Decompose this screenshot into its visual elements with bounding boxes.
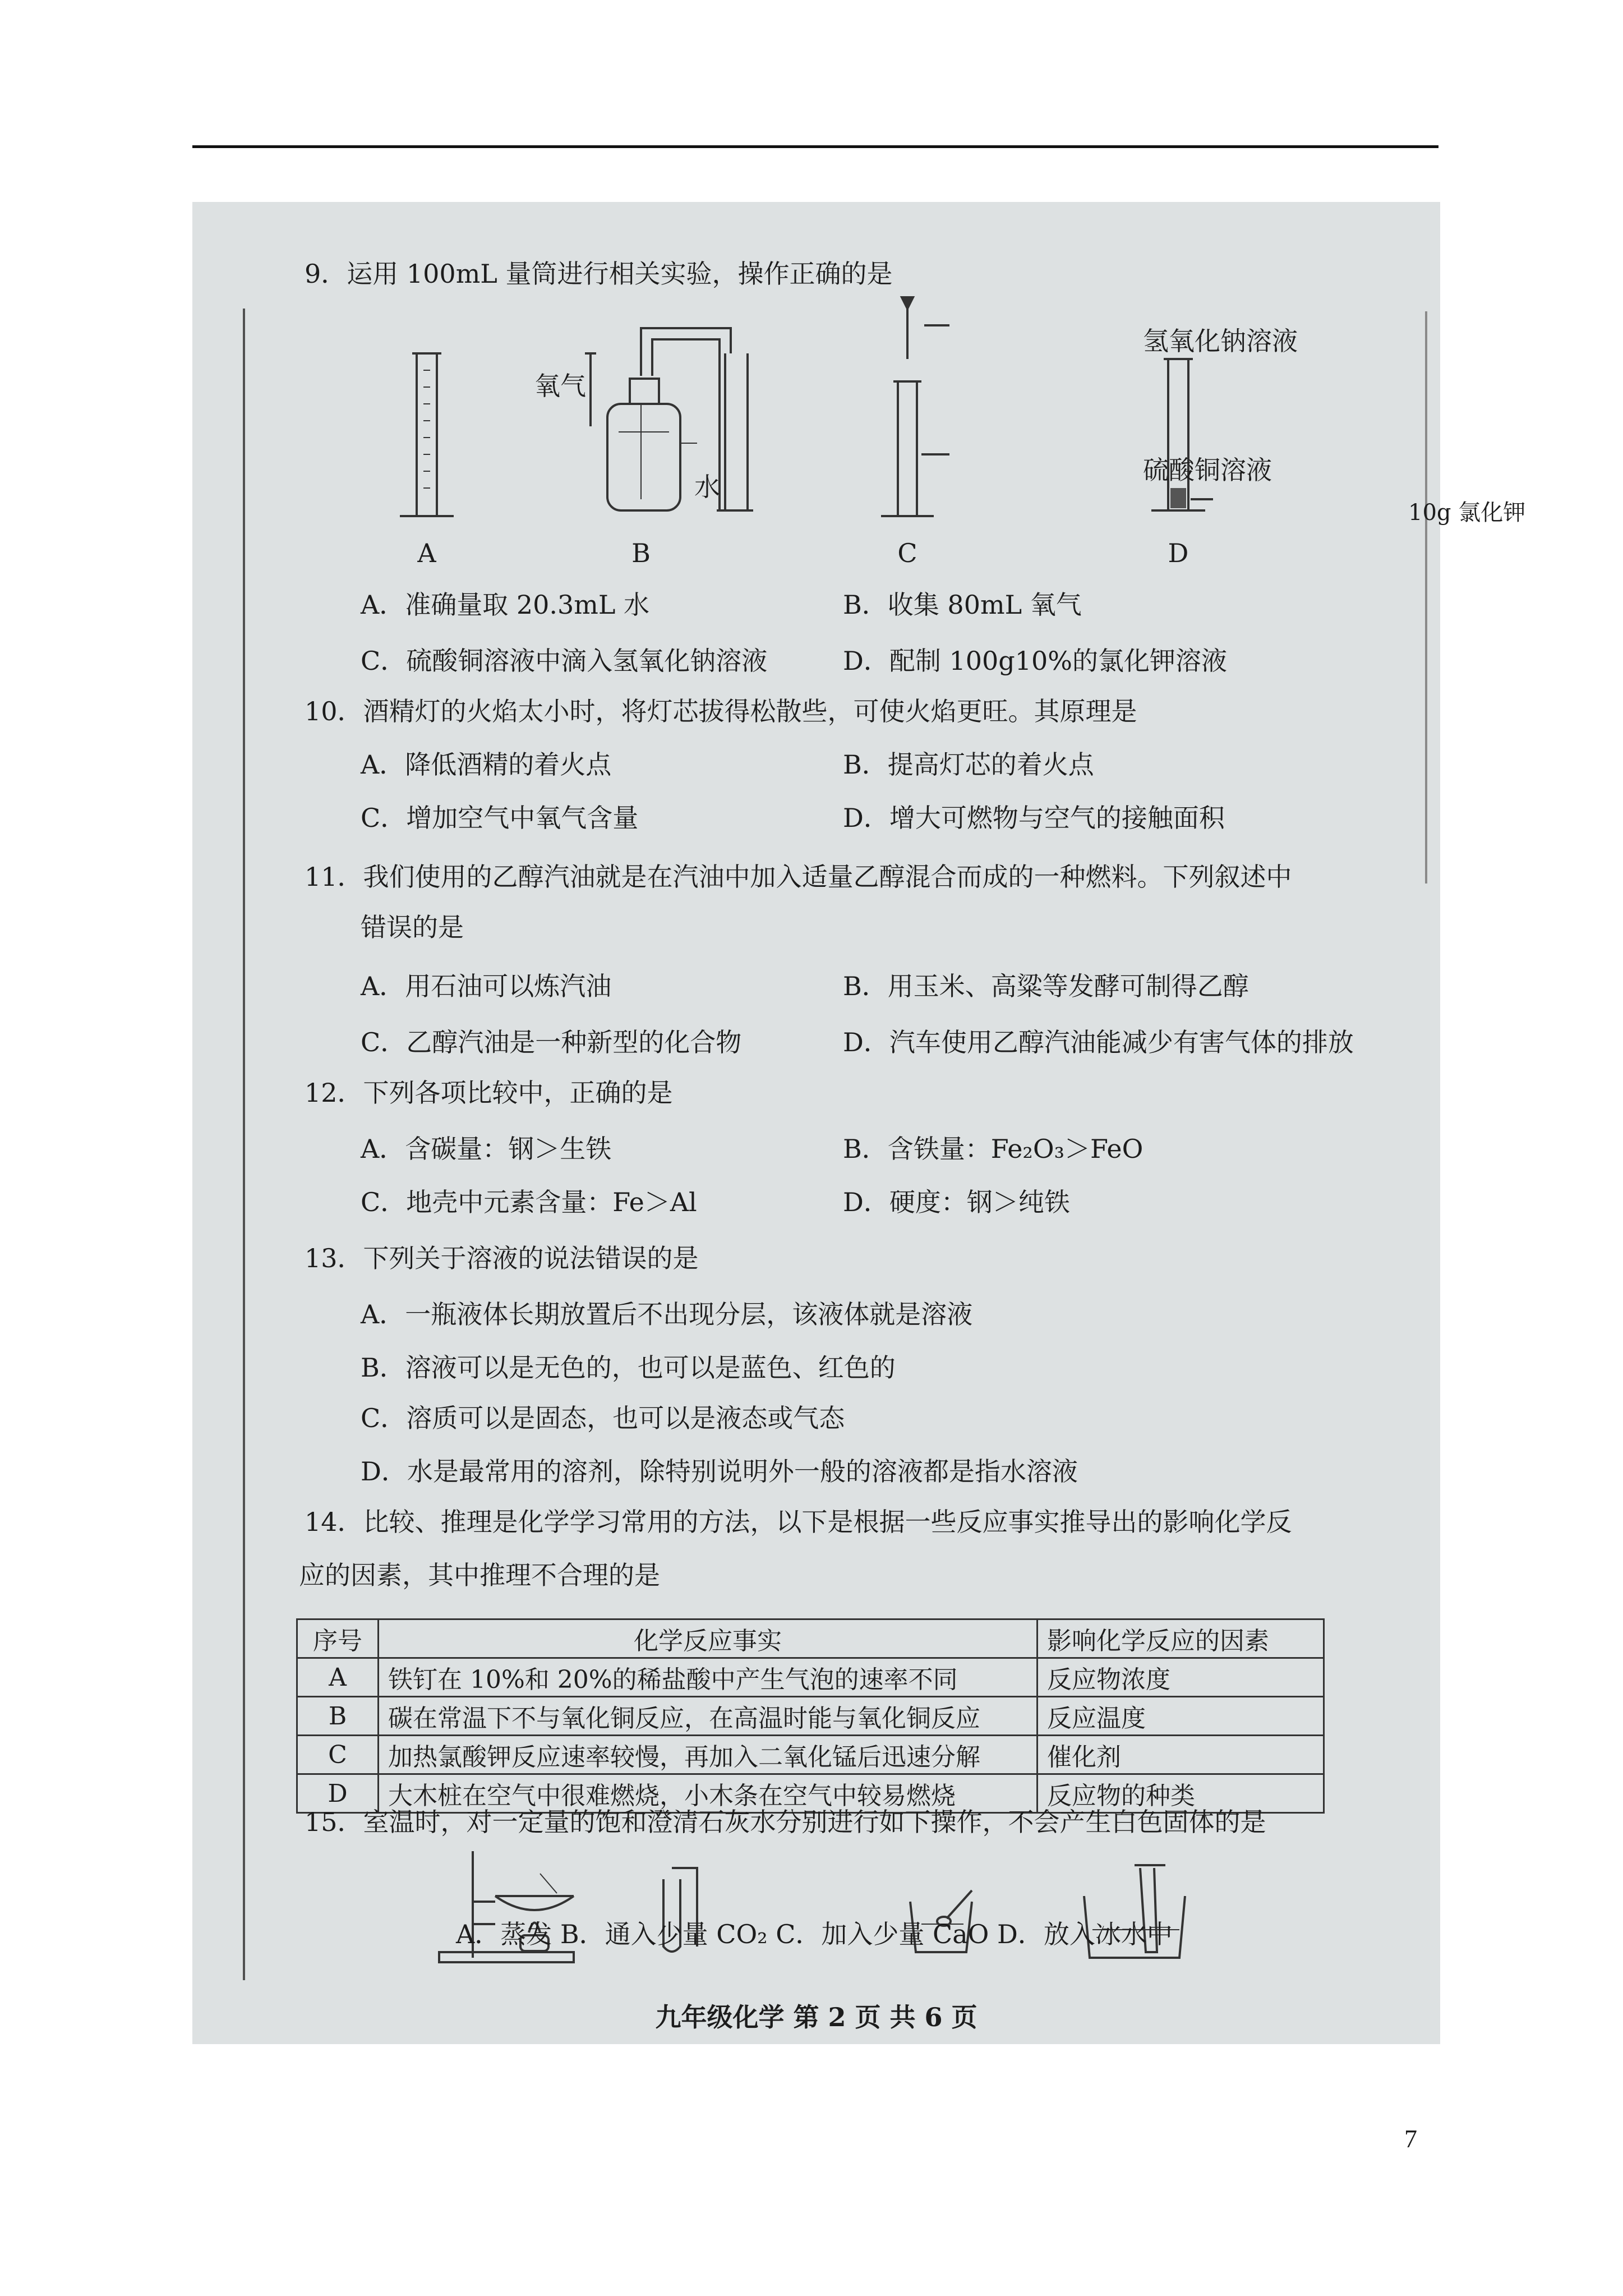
fig-label-c: C	[897, 538, 917, 568]
q9-option-d: D．配制 100g10%的氯化钾溶液	[843, 646, 1227, 676]
q12-option-a: A．含碳量：钢＞生铁	[361, 1134, 612, 1164]
q11-option-c: C．乙醇汽油是一种新型的化合物	[361, 1027, 742, 1057]
q12-option-d: D．硬度：钢＞纯铁	[843, 1187, 1070, 1217]
q13-option-c: C．溶质可以是固态，也可以是液态或气态	[361, 1403, 845, 1433]
table-header-row	[297, 1619, 1324, 1658]
table-cell: 反应物浓度	[1038, 1658, 1324, 1697]
header-rule	[192, 145, 1438, 148]
q12-option-c: C．地壳中元素含量：Fe＞Al	[361, 1187, 697, 1217]
q13-option-d: D．水是最常用的溶剂，除特别说明外一般的溶液都是指水溶液	[361, 1456, 1078, 1487]
q14-stem-line2: 应的因素，其中推理不合理的是	[299, 1560, 660, 1590]
q13-stem: 13．下列关于溶液的说法错误的是	[305, 1243, 699, 1273]
q13-option-a: A．一瓶液体长期放置后不出现分层，该液体就是溶液	[361, 1299, 973, 1329]
label-oxygen: 氧气	[534, 371, 586, 401]
q9-stem: 9．运用 100mL 量筒进行相关实验，操作正确的是	[305, 259, 893, 289]
fig-label-b: B	[631, 538, 651, 568]
dropper-cylinder-c	[881, 297, 949, 516]
q10-option-c: C．增加空气中氧气含量	[361, 803, 639, 833]
table-cell: 碳在常温下不与氧化铜反应，在高温时能与氧化铜反应	[379, 1697, 1038, 1736]
q9-option-a: A．准确量取 20.3mL 水	[361, 590, 650, 620]
q15-stem: 15．室温时，对一定量的饱和澄清石灰水分别进行如下操作，不会产生白色固体的是	[305, 1807, 1266, 1837]
fig-label-d: D	[1168, 538, 1189, 568]
q9-figure	[192, 286, 1440, 533]
table-row	[297, 1736, 1324, 1774]
page-footer: 九年级化学 第 2 页 共 6 页	[655, 2002, 978, 2032]
page-number: 7	[1404, 2124, 1417, 2153]
table-row	[297, 1697, 1324, 1736]
left-margin-line	[243, 309, 245, 1980]
table-cell: C	[297, 1736, 379, 1774]
table-cell: 加热氯酸钾反应速率较慢，再加入二氧化锰后迅速分解	[379, 1736, 1038, 1774]
q12-option-b: B．含铁量：Fe₂O₃＞FeO	[843, 1134, 1144, 1164]
table-cell: D	[297, 1774, 379, 1813]
table-cell: B	[297, 1697, 379, 1736]
q14-stem-line1: 14．比较、推理是化学学习常用的方法，以下是根据一些反应事实推导出的影响化学反	[305, 1507, 1292, 1537]
table-cell: 催化剂	[1038, 1736, 1324, 1774]
q11-stem-line2: 错误的是	[361, 912, 464, 942]
table-cell: 大木桩在空气中很难燃烧，小木条在空气中较易燃烧	[379, 1774, 1038, 1813]
gas-collection-b	[585, 328, 753, 510]
q11-option-a: A．用石油可以炼汽油	[361, 971, 612, 1001]
label-cuso4-solution: 硫酸铜溶液	[1143, 455, 1272, 485]
table-header-cell: 序号	[297, 1619, 379, 1658]
label-water: 水	[694, 472, 720, 502]
q13-option-b: B．溶液可以是无色的，也可以是蓝色、红色的	[361, 1352, 896, 1383]
q11-option-d: D．汽车使用乙醇汽油能减少有害气体的排放	[843, 1027, 1354, 1057]
q9-option-b: B．收集 80mL 氧气	[843, 590, 1082, 620]
table-row	[297, 1658, 1324, 1697]
table-cell: 反应物的种类	[1038, 1774, 1324, 1813]
label-naoh-solution: 氢氧化钠溶液	[1143, 326, 1298, 356]
q11-option-b: B．用玉米、高粱等发酵可制得乙醇	[843, 971, 1249, 1001]
q10-option-a: A．降低酒精的着火点	[361, 749, 612, 780]
q10-option-d: D．增大可燃物与空气的接触面积	[843, 803, 1225, 833]
q10-stem: 10．酒精灯的火焰太小时，将灯芯拔得松散些，可使火焰更旺。其原理是	[305, 696, 1137, 726]
table-cell: 铁钉在 10%和 20%的稀盐酸中产生气泡的速率不同	[379, 1658, 1038, 1697]
q12-stem: 12．下列各项比较中，正确的是	[305, 1078, 673, 1108]
table-header-cell: 化学反应事实	[379, 1619, 1038, 1658]
q10-option-b: B．提高灯芯的着火点	[843, 749, 1094, 780]
q9-option-c: C．硫酸铜溶液中滴入氢氧化钠溶液	[361, 646, 768, 676]
reaction-factors-table	[296, 1618, 1325, 1814]
cylinder-a	[400, 353, 454, 516]
q15-options: A．蒸发 B．通入少量 CO₂ C．加入少量 CaO D．放入冰水中	[456, 1919, 1173, 1949]
cylinder-d	[1151, 359, 1213, 510]
table-cell: 反应温度	[1038, 1697, 1324, 1736]
scanned-exam-page	[192, 202, 1526, 2044]
label-kcl: 10g 氯化钾	[1408, 500, 1526, 526]
table-cell: A	[297, 1658, 379, 1697]
q11-stem-line1: 11．我们使用的乙醇汽油就是在汽油中加入适量乙醇混合而成的一种燃料。下列叙述中	[305, 862, 1292, 892]
table-header-cell: 影响化学反应的因素	[1038, 1619, 1324, 1658]
fig-label-a: A	[417, 538, 436, 568]
